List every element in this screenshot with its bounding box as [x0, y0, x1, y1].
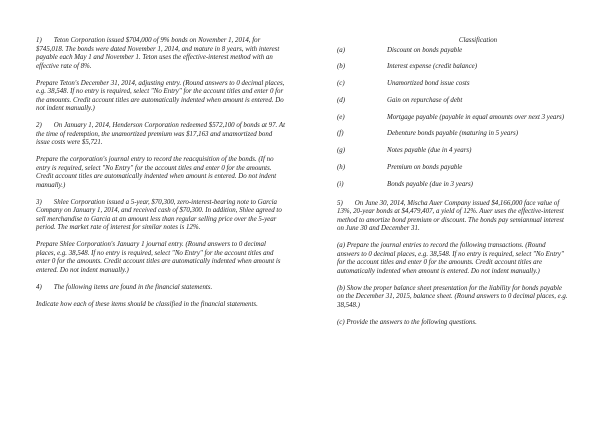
- classification-row: [337, 114, 569, 123]
- classification-item: Debenture bonds payable (maturing in 5 years): [387, 130, 519, 138]
- problem-2-text: 2) On January 1, 2014, Henderson Corporation redeemed $572,100 of bonds at 97. At the time of redemption, the unamortized premium was $17,163 and unamortized bond issue costs were $5,721.: [36, 122, 287, 146]
- problem-5-part-b: (b) Show the proper balance sheet presentation for the liability for bonds payable on the December 31, 2015, balance sheet. (Round answers to 0 decimal places, e.g. 38,548.): [337, 284, 570, 309]
- classification-item: Unamortized bond issue costs: [387, 80, 470, 88]
- classification-item: Premium on bonds payable: [387, 164, 463, 172]
- classification-header: Classification: [458, 37, 498, 44]
- problem-1-text: 1) Teton Corporation issued $704,000 of 9% bonds on November 1, 2014, for $745,018. The bonds were dated November 1, 2014, and mature in 8 years, with interest payable each May 1 and November 1. Teton uses the effective-interest method with an effective rate of 8%.: [36, 37, 281, 70]
- classification-row: [337, 63, 569, 72]
- classification-row: [337, 164, 569, 173]
- classification-item: Notes payable (due in 4 years): [387, 147, 472, 155]
- classification-letter: (d): [337, 96, 346, 104]
- problem-5-part-a: (a) Prepare the journal entries to record the following transactions. (Round answers to 0 decimal places, e.g. 38,548. If no entry is required, select "No Entry" for the account titles and enter 0 for the amounts. Credit account titles are automatically indented when amount is entered. Do not indent manually.): [337, 242, 566, 275]
- classification-item: Interest expense (credit balance): [387, 63, 477, 71]
- left-column: [36, 37, 286, 318]
- classification-row: [337, 80, 569, 89]
- classification-row: [337, 147, 569, 156]
- classification-row: [337, 97, 569, 106]
- classification-letter: (g): [337, 147, 346, 155]
- problem-3-text: 3) Shlee Corporation issued a 5-year, $70,300, zero-interest-bearing note to Garcia Company on January 1, 2014, and received cash of $70,300. In addition, Shlee agreed to sell merchandise to Garcia at an amount less than regular selling price over the 5-year period. The market rate of interest for similar notes is 12%.: [36, 198, 284, 231]
- classification-item: Bonds payable (due in 3 years): [387, 180, 473, 188]
- right-column: [337, 37, 569, 336]
- classification-item: Discount on bonds payable: [387, 46, 463, 54]
- problem-2-instructions: Prepare the corporation's journal entry to record the reacquisition of the bonds. (If no entry is required, select "No Entry" for the account titles and enter 0 for the amounts. Credit account titles are automatically indented when amount is entered. Do not indent manually.): [36, 156, 278, 189]
- classification-letter: (f): [337, 130, 344, 138]
- classification-row: [337, 47, 569, 56]
- problem-4-instructions: Indicate how each of these items should be classified in the financial statements.: [36, 300, 258, 308]
- problem-5-text: 5) On June 30, 2014, Mischa Auer Company issued $4,166,000 face value of 13%, 20-year bonds at $4,479,407, a yield of 12%. Auer uses the effective-interest method to amortize bond premium or discount. The bonds pay semiannual interest on June 30 and December 31.: [337, 199, 566, 233]
- classification-item: Mortgage payable (payable in equal amounts over next 3 years): [387, 113, 565, 121]
- problem-4-text: 4) The following items are found in the financial statements.: [36, 283, 213, 291]
- classification-row: [337, 181, 569, 190]
- classification-letter: (h): [337, 164, 346, 172]
- classification-letter: (c): [337, 80, 345, 88]
- classification-letter: (a): [337, 46, 346, 54]
- classification-letter: (i): [337, 180, 344, 188]
- classification-letter: (b): [337, 63, 346, 71]
- classification-row: [337, 130, 569, 139]
- problem-3-instructions: Prepare Shlee Corporation's January 1 journal entry. (Round answers to 0 decimal places, e.g. 38,548. If no entry is required, select "No Entry" for the account titles and enter 0 for the amounts. Credit account titles are automatically indented when amount is entered. Do not indent manually.): [36, 241, 283, 274]
- problem-1-instructions: Prepare Teton's December 31, 2014, adjusting entry. (Round answers to 0 decimal places, e.g. 38,548. If no entry is required, select "No Entry" for the account titles and enter 0 for the amounts. Credit account titles are automatically indented when amount is entered. Do not indent manually.): [36, 79, 287, 112]
- classification-item: Gain on repurchase of debt: [387, 96, 463, 104]
- classification-letter: (e): [337, 113, 345, 121]
- problem-5-part-c: (c) Provide the answers to the following questions.: [337, 318, 477, 326]
